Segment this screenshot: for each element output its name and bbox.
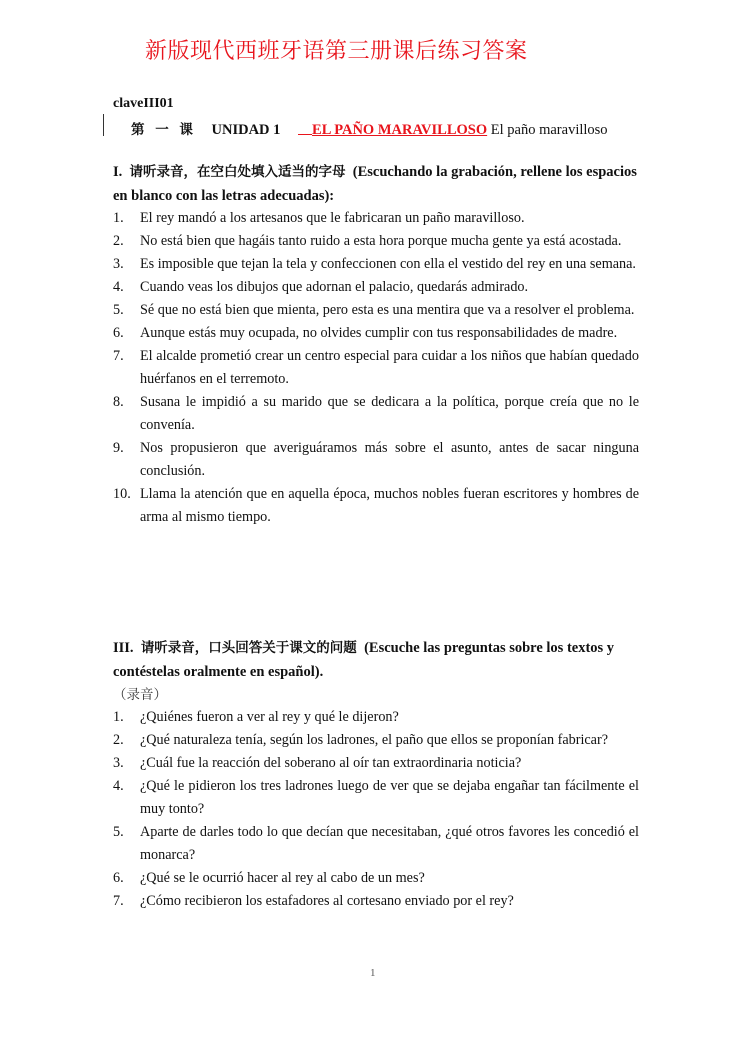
item-text: ¿Cómo recibieron los estafadores al cortesano enviado por el rey? (140, 893, 514, 909)
list-item (113, 890, 639, 913)
item-number: 1. (113, 709, 124, 725)
section-3-numeral: III. (113, 640, 134, 656)
item-text: ¿Cuál fue la reacción del soberano al oír tan extraordinaria noticia? (140, 755, 522, 771)
list-item (113, 253, 639, 276)
item-text: Llama la atención que en aquella época, muchos nobles fueran escritores y hombres de arma al mismo tiempo. (140, 486, 639, 525)
section-1-cn: 请听录音，在空白处填入适当的字母 (129, 164, 346, 180)
title-underline (298, 122, 312, 135)
item-number: 5. (113, 302, 124, 318)
list-item (113, 322, 639, 345)
list-item (113, 483, 639, 529)
list-item (113, 276, 639, 299)
item-text: Aparte de darles todo lo que decían que necesitaban, ¿qué otros favores les concedió el monarca? (140, 824, 639, 863)
item-number: 9. (113, 440, 124, 456)
item-text: ¿Qué se le ocurrió hacer al rey al cabo de un mes? (140, 870, 425, 886)
item-text: Aunque estás muy ocupada, no olvides cumplir con tus responsabilidades de madre. (140, 325, 618, 341)
item-number: 4. (113, 279, 124, 295)
item-number: 8. (113, 394, 124, 410)
list-item (113, 821, 639, 867)
item-text: El alcalde prometió crear un centro especial para cuidar a los niños que habían quedado huérfanos en el terremoto. (140, 348, 639, 387)
list-item (113, 391, 639, 437)
item-number: 1. (113, 210, 124, 226)
lesson-cn-label: 第 一 课 (131, 122, 196, 138)
list-item (113, 729, 639, 752)
item-text: El rey mandó a los artesanos que le fabricaran un paño maravilloso. (140, 210, 525, 226)
item-text: Nos propusieron que averiguáramos más sobre el asunto, antes de sacar ninguna conclusión. (140, 440, 639, 479)
item-number: 3. (113, 755, 124, 771)
item-text: Es imposible que tejan la tela y confeccionen con ella el vestido del rey en una semana. (140, 256, 636, 272)
item-number: 6. (113, 325, 124, 341)
page-number: 1 (370, 967, 376, 979)
document-code: claveIII01 (113, 96, 174, 111)
item-number: 2. (113, 732, 124, 748)
list-item (113, 775, 639, 821)
item-number: 10. (113, 486, 131, 502)
item-text: Sé que no está bien que mienta, pero esta es una mentira que va a resolver el problema. (140, 302, 635, 318)
section-1-heading (113, 160, 639, 208)
section-3-heading (113, 636, 639, 684)
section-3-list (113, 706, 639, 913)
lesson-unit: UNIDAD 1 (211, 122, 281, 138)
item-text: No está bien que hagáis tanto ruido a esta hora porque mucha gente ya está acostada. (140, 233, 622, 249)
item-text: ¿Qué naturaleza tenía, según los ladrones, el paño que ellos se proponían fabricar? (140, 732, 609, 748)
item-text: Cuando veas los dibujos que adornan el palacio, quedarás admirado. (140, 279, 529, 295)
item-text: ¿Quiénes fueron a ver al rey y qué le dijeron? (140, 709, 399, 725)
item-text: ¿Qué le pidieron los tres ladrones luego de ver que se dejaba engañar tan fácilmente el muy tonto? (140, 778, 639, 817)
item-number: 6. (113, 870, 124, 886)
section-1-es: (Escuchando la grabación, rellene los espacios en blanco con las letras adecuadas): (113, 164, 637, 204)
section-3-es: (Escuche las preguntas sobre los textos y contéstelas oralmente en español). (113, 640, 615, 680)
item-number: 2. (113, 233, 124, 249)
item-number: 7. (113, 893, 124, 909)
list-item (113, 299, 639, 322)
list-item (113, 437, 639, 483)
list-item (113, 207, 639, 230)
list-item (113, 752, 639, 775)
recording-note: （录音） (113, 687, 167, 703)
item-number: 7. (113, 348, 124, 364)
list-item (113, 867, 639, 890)
revision-bar (103, 114, 104, 136)
section-3-cn: 请听录音，口头回答关于课文的问题 (140, 640, 357, 656)
lesson-title-plain: El paño maravilloso (490, 122, 608, 138)
list-item (113, 345, 639, 391)
lesson-heading (131, 118, 608, 139)
item-number: 4. (113, 778, 124, 794)
list-item (113, 230, 639, 253)
section-1-list (113, 207, 639, 529)
lesson-title: EL PAÑO MARAVILLOSO (312, 122, 488, 138)
section-1-numeral: I. (113, 164, 123, 180)
item-number: 5. (113, 824, 124, 840)
list-item (113, 706, 639, 729)
item-text: Susana le impidió a su marido que se dedicara a la política, porque creía que no le convenía. (140, 394, 639, 433)
item-number: 3. (113, 256, 124, 272)
document-banner: 新版现代西班牙语第三册课后练习答案 (145, 39, 528, 64)
